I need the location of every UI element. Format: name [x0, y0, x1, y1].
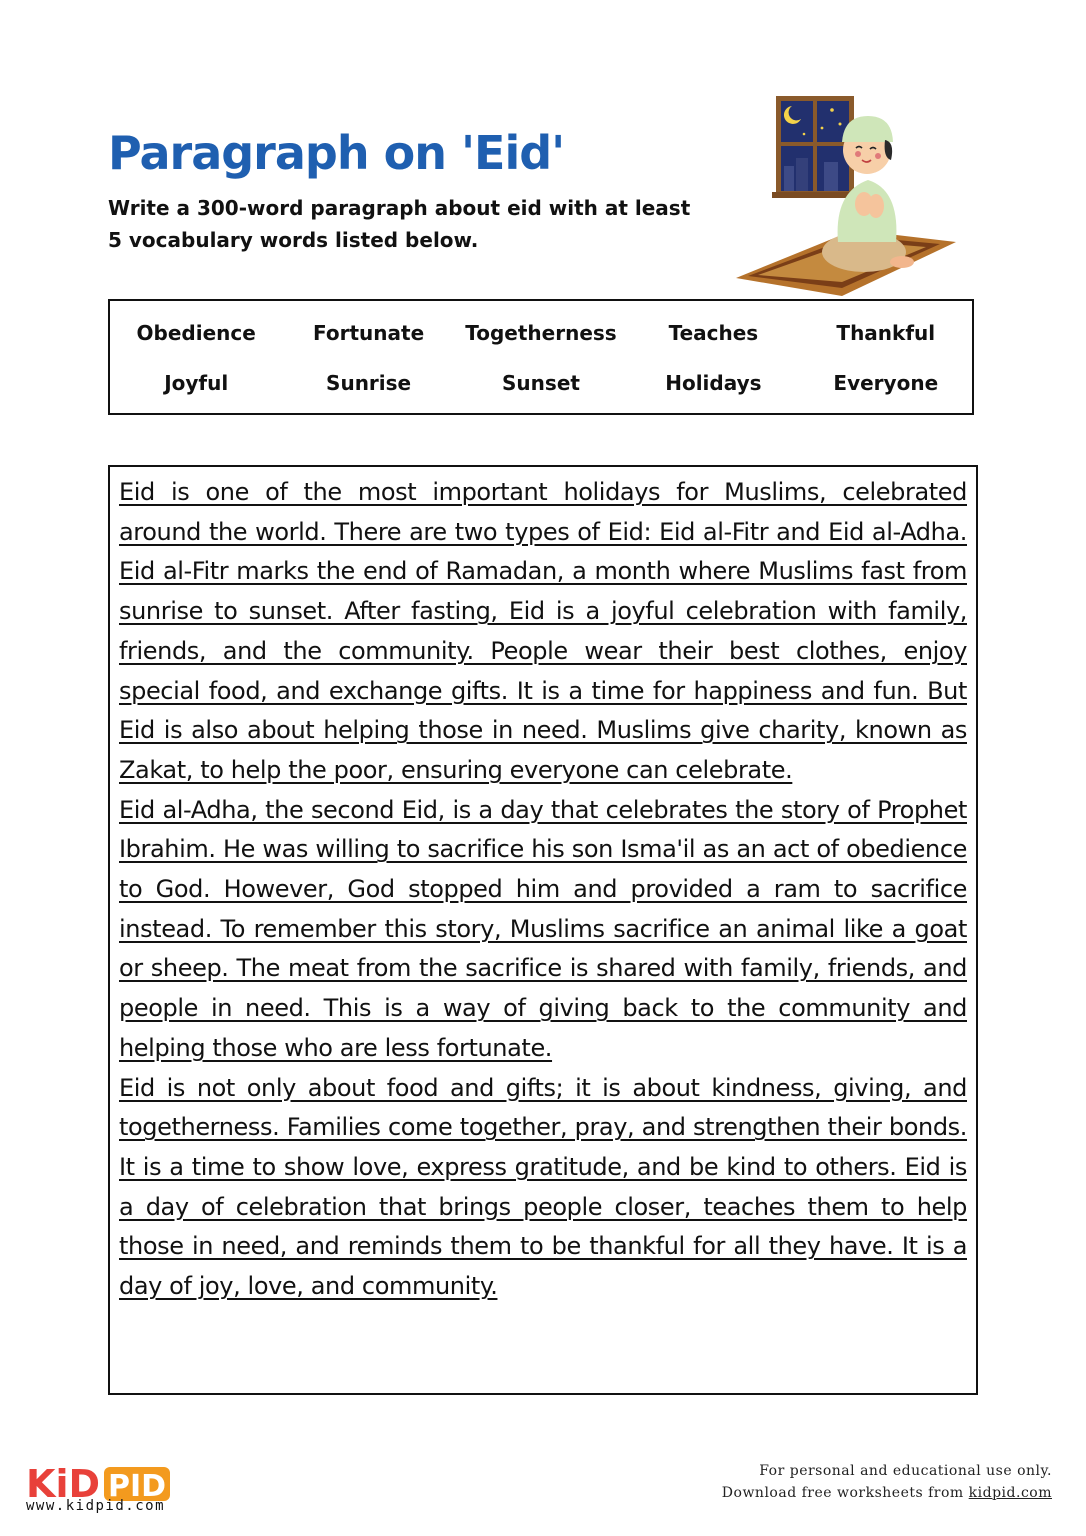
vocab-word: Fortunate: [313, 321, 425, 345]
footer: [722, 1460, 1052, 1504]
vocab-word: Sunset: [502, 371, 580, 395]
vocab-word: Obedience: [136, 321, 256, 345]
paragraph-3: Eid is not only about food and gifts; it is about kindness, giving, and togetherness. Families come together, pray, and strengthen their bonds. It is a time to show love, express gratitude, and be kind to others. Eid is a day of celebration that brings people closer, teaches them to help those in need, and reminds them to be thankful for all they have. It is a day of joy, love, and community.: [119, 1073, 967, 1301]
footer-prefix: Download free worksheets from: [721, 1485, 969, 1501]
svg-text:PID: PID: [108, 1469, 167, 1504]
vocab-word: Togetherness: [465, 321, 617, 345]
footer-line-2: [722, 1482, 1052, 1504]
vocab-word: Thankful: [836, 321, 936, 345]
page-title: Paragraph on 'Eid': [108, 126, 565, 180]
vocab-word: Sunrise: [326, 371, 412, 395]
vocab-word: Joyful: [164, 371, 229, 395]
paragraph-2: Eid al-Adha, the second Eid, is a day that celebrates the story of Prophet Ibrahim. He was willing to sacrifice his son Isma'il as an act of obedience to God. However, God stopped him and provided a ram to sacrifice instead. To remember this story, Muslims sacrifice an animal like a goat or sheep. The meat from the sacrifice is shared with family, friends, and people in need. This is a way of giving back to the community and helping those who are less fortunate.: [119, 795, 967, 1062]
footer-line-1: For personal and educational use only.: [759, 1463, 1052, 1479]
paragraph-1: Eid is one of the most important holidays for Muslims, celebrated around the world. There are two types of Eid: Eid al-Fitr and Eid al-Adha. Eid al-Fitr marks the end of Ramadan, a month where Muslims fast from sunrise to sunset. After fasting, Eid is a joyful celebration with family, friends, and the community. People wear their best clothes, enjoy special food, and exchange gifts. It is a time for happiness and fun. But Eid is also about helping those in need. Muslims give charity, known as Zakat, to help the poor, ensuring everyone can celebrate.: [119, 478, 967, 784]
vocabulary-grid: [110, 301, 972, 413]
vocab-word: Teaches: [668, 321, 759, 345]
vocabulary-box: [108, 299, 974, 415]
paragraph-box: [108, 465, 978, 1395]
logo-url: www.kidpid.com: [26, 1498, 166, 1514]
instructions: Write a 300-word paragraph about eid with at least 5 vocabulary words listed below.: [108, 196, 691, 252]
vocab-word: Holidays: [665, 371, 762, 395]
footer-link[interactable]: kidpid.com: [968, 1485, 1052, 1501]
praying-boy-illustration: [734, 92, 960, 298]
vocab-word: Everyone: [833, 371, 939, 395]
svg-text:KiD: KiD: [26, 1462, 101, 1506]
